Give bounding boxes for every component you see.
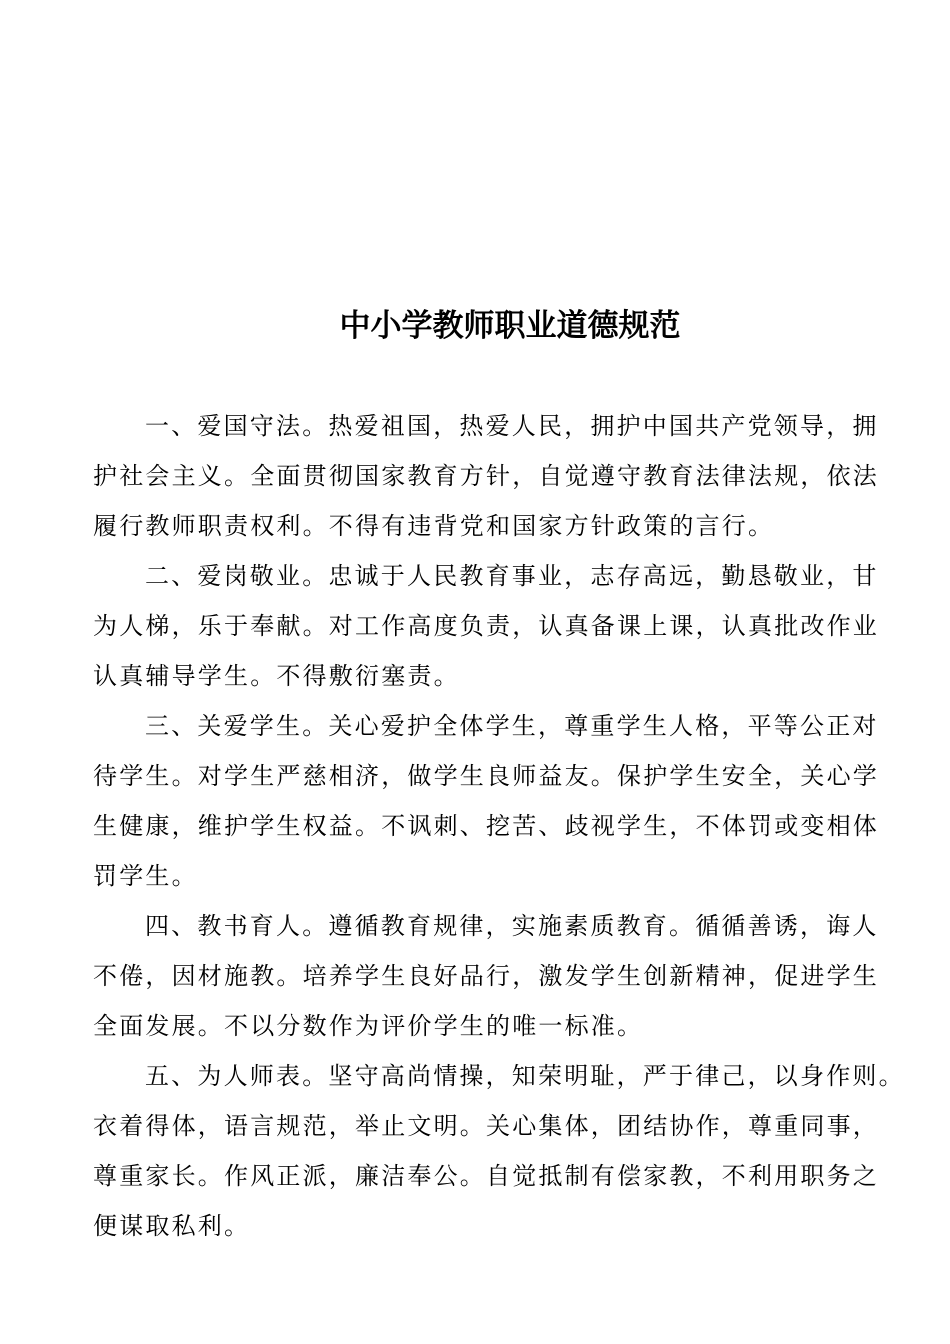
paragraph-4-teaching xyxy=(93,901,893,1051)
paragraph-line: 不倦，因材施教。培养学生良好品行，激发学生创新精神，促进学生 xyxy=(93,962,879,990)
paragraph-line: 三、关爱学生。关心爱护全体学生，尊重学生人格，平等公正对 xyxy=(145,712,879,740)
paragraph-line: 履行教师职责权利。不得有违背党和国家方针政策的言行。 xyxy=(93,512,775,540)
paragraph-line: 一、爱国守法。热爱祖国，热爱人民，拥护中国共产党领导，拥 xyxy=(145,412,879,440)
paragraph-2-dedication xyxy=(93,551,893,701)
paragraph-5-role-model xyxy=(93,1051,905,1251)
paragraph-line: 全面发展。不以分数作为评价学生的唯一标准。 xyxy=(93,1012,644,1040)
paragraph-line: 尊重家长。作风正派，廉洁奉公。自觉抵制有偿家教，不利用职务之 xyxy=(93,1162,879,1190)
paragraph-line: 便谋取私利。 xyxy=(93,1212,251,1240)
paragraph-line: 待学生。对学生严慈相济，做学生良师益友。保护学生安全，关心学 xyxy=(93,762,879,790)
paragraph-line: 四、教书育人。遵循教育规律，实施素质教育。循循善诱，诲人 xyxy=(145,912,879,940)
paragraph-line: 罚学生。 xyxy=(93,862,198,890)
paragraph-line: 护社会主义。全面贯彻国家教育方针，自觉遵守教育法律法规，依法 xyxy=(93,462,879,490)
document-title: 中小学教师职业道德规范 xyxy=(339,308,681,344)
paragraph-line: 生健康，维护学生权益。不讽刺、挖苦、歧视学生，不体罚或变相体 xyxy=(93,812,879,840)
paragraph-line: 为人梯，乐于奉献。对工作高度负责，认真备课上课，认真批改作业 xyxy=(93,612,879,640)
document-body xyxy=(93,401,905,1251)
paragraph-line: 衣着得体，语言规范，举止文明。关心集体，团结协作，尊重同事， xyxy=(93,1112,879,1140)
paragraph-line: 五、为人师表。坚守高尚情操，知荣明耻，严于律己，以身作则。 xyxy=(145,1062,905,1090)
paragraph-1-patriotism xyxy=(93,401,893,551)
paragraph-3-care-for-students xyxy=(93,701,893,901)
paragraph-line: 二、爱岗敬业。忠诚于人民教育事业，志存高远，勤恳敬业，甘 xyxy=(145,562,879,590)
paragraph-line: 认真辅导学生。不得敷衍塞责。 xyxy=(93,662,460,690)
